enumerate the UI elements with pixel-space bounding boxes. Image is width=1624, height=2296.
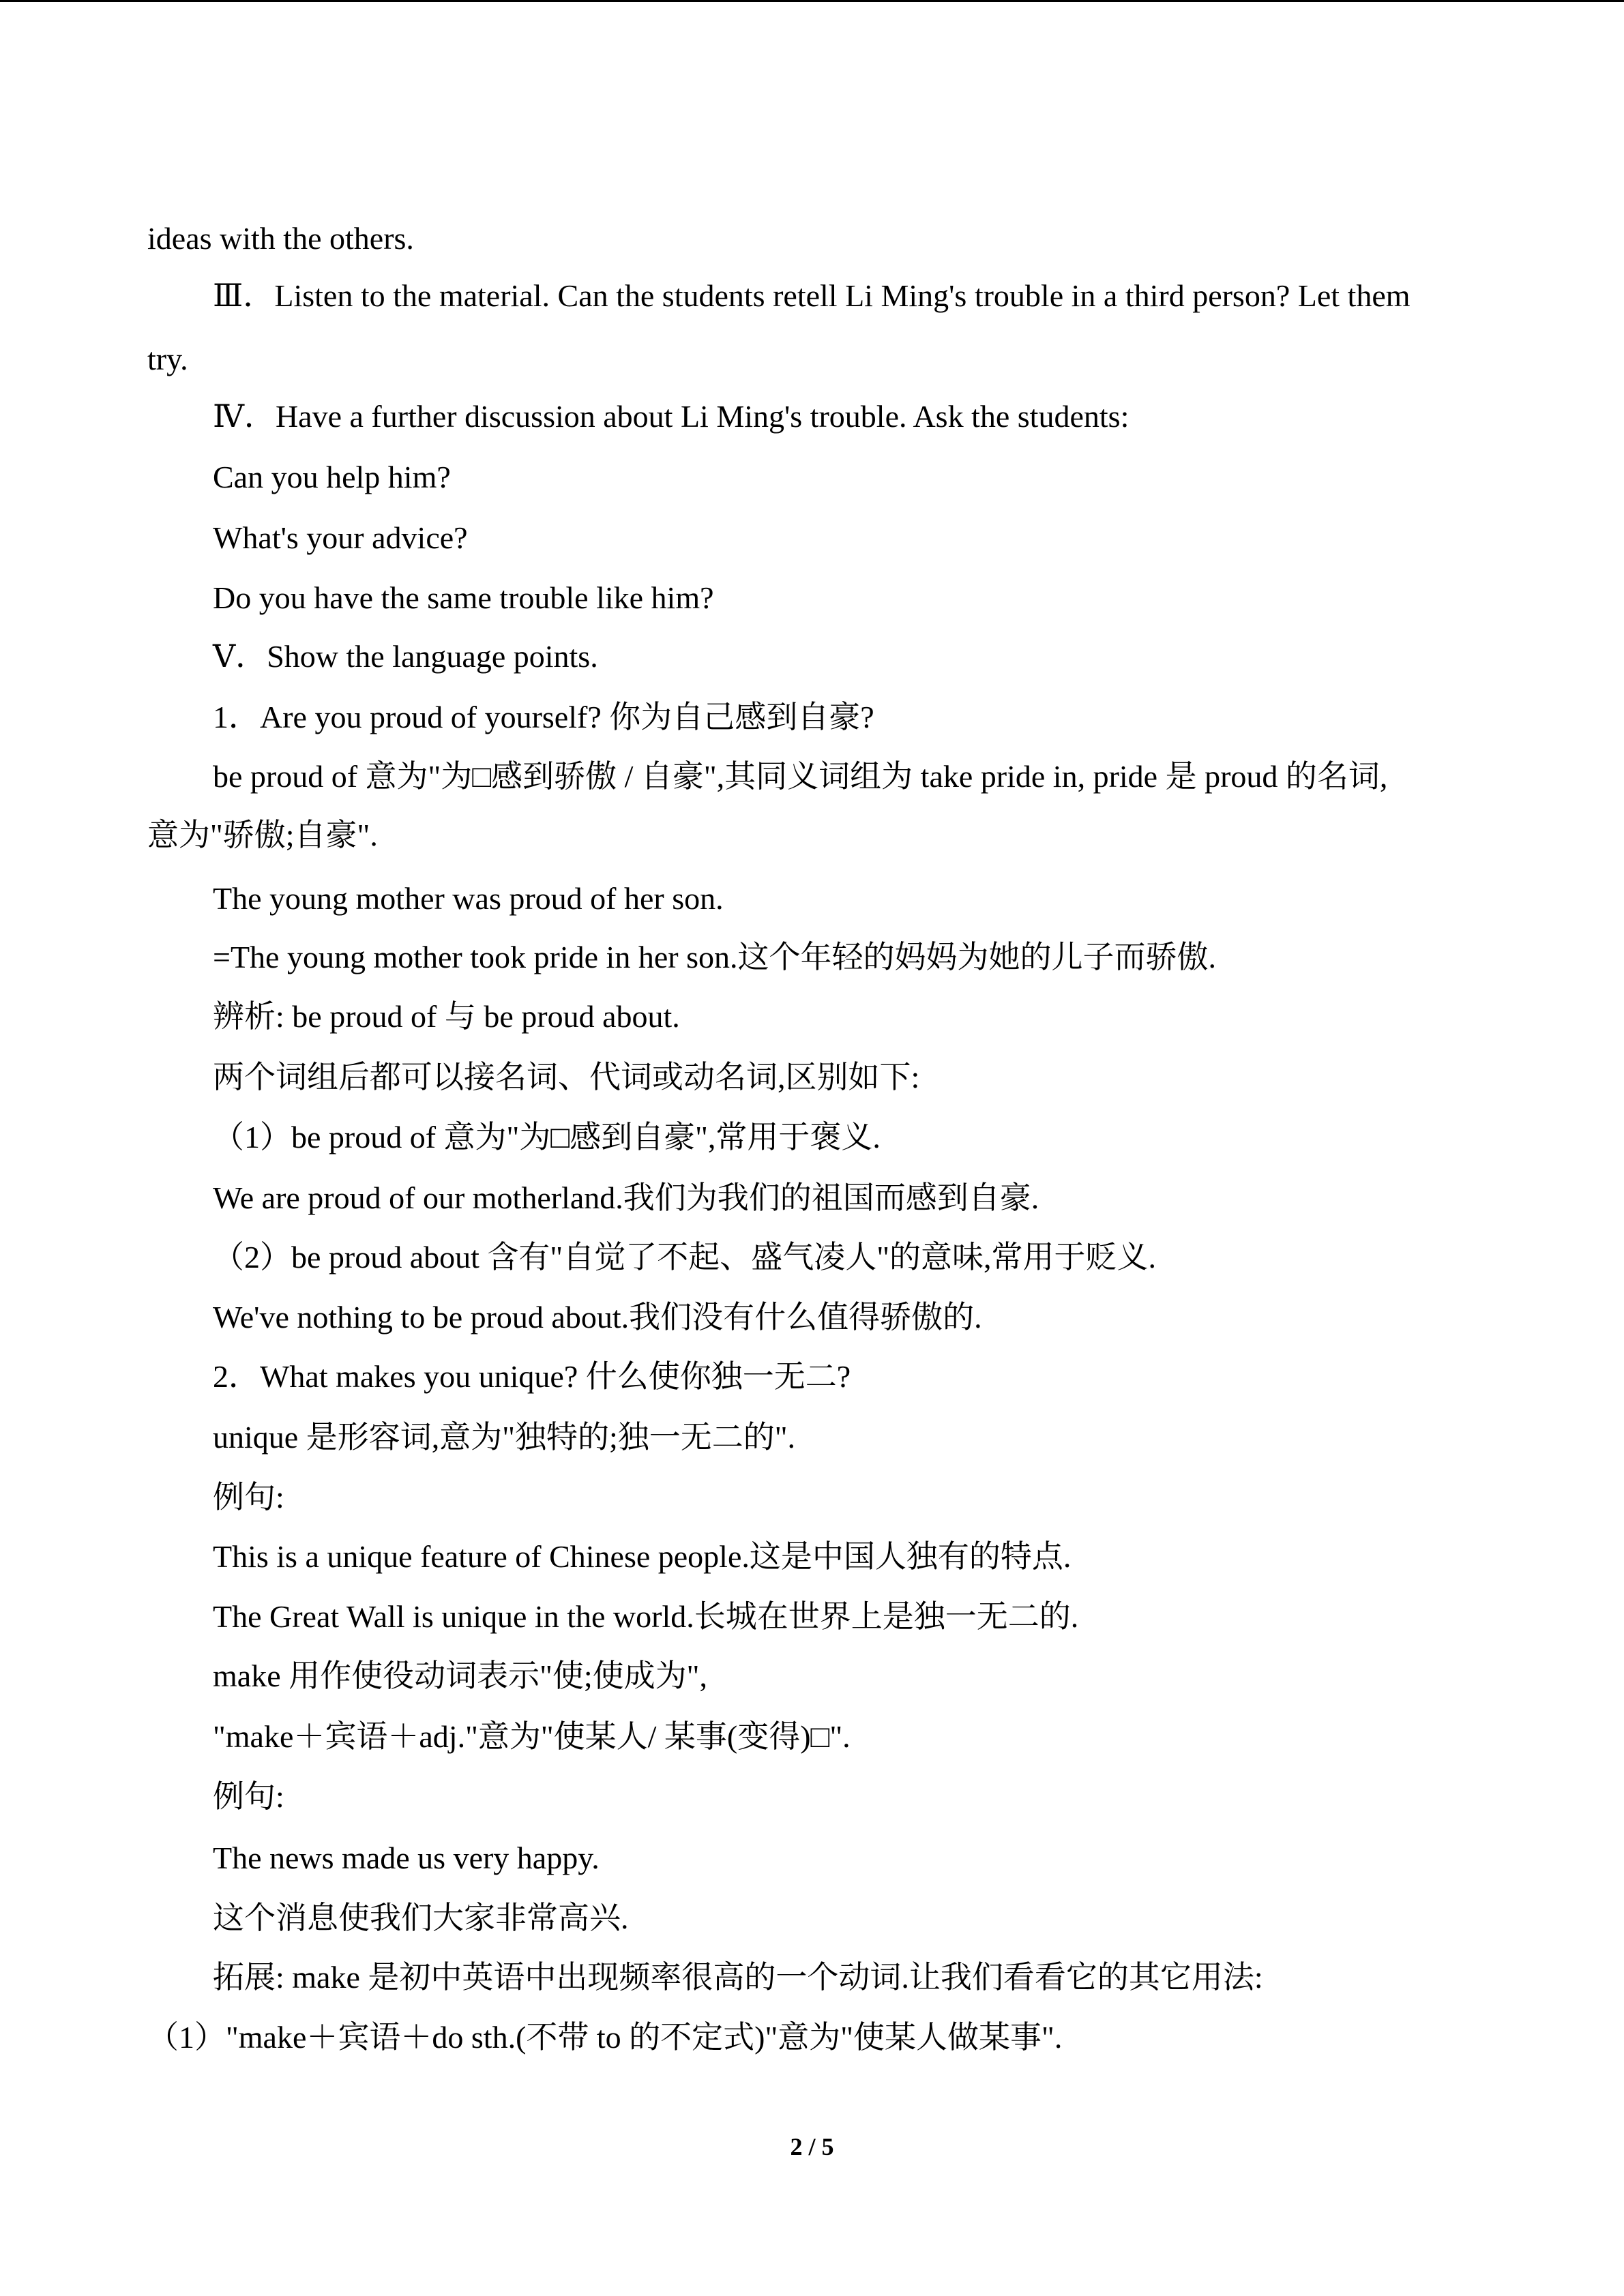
text-line: We've nothing to be proud about.我们没有什么值得骄傲的. [213, 1300, 982, 1335]
text-line: （1）be proud of 意为"为□感到自豪",常用于褒义. [213, 1120, 881, 1154]
text-line: unique 是形容词,意为"独特的;独一无二的". [213, 1420, 796, 1455]
text-line: 例句: [213, 1480, 284, 1515]
text-line: "make＋宾语＋adj."意为"使某人/ 某事(变得)□". [213, 1719, 851, 1754]
text-line: We are proud of our motherland.我们为我们的祖国而感到自豪. [213, 1180, 1039, 1215]
text-line: Ⅲ．Listen to the material. Can the students retell Li Ming's trouble in a third person? Let them [213, 278, 1411, 313]
text-line: 拓展: make 是初中英语中出现频率很高的一个动词.让我们看看它的其它用法: [213, 1960, 1263, 1995]
text-line: The news made us very happy. [213, 1840, 600, 1875]
text-line: ideas with the others. [147, 221, 414, 256]
text-line: Do you have the same trouble like him? [213, 580, 714, 615]
text-line: The young mother was proud of her son. [213, 881, 724, 916]
text-line: be proud of 意为"为□感到骄傲 / 自豪",其同义词组为 take pride in, pride 是 proud 的名词, [213, 759, 1388, 794]
text-line: 这个消息使我们大家非常高兴. [213, 1900, 629, 1935]
text-line: This is a unique feature of Chinese people.这是中国人独有的特点. [213, 1539, 1072, 1574]
text-line: 例句: [213, 1779, 284, 1814]
page-number: 2 / 5 [790, 2133, 834, 2160]
text-line: Ⅳ．Have a further discussion about Li Ming's trouble. Ask the students: [213, 399, 1130, 434]
text-line: 两个词组后都可以接名词、代词或动名词,区别如下: [213, 1060, 920, 1094]
text-line: try. [147, 342, 188, 376]
text-line: 1．Are you proud of yourself? 你为自己感到自豪? [213, 700, 874, 734]
text-line: 辨析: be proud of 与 be proud about. [213, 999, 680, 1034]
text-line: What's your advice? [213, 520, 468, 555]
text-line: =The young mother took pride in her son.这个年轻的妈妈为她的儿子而骄傲. [213, 940, 1216, 974]
text-line: 意为"骄傲;自豪". [147, 818, 378, 852]
text-line: 2．What makes you unique? 什么使你独一无二? [213, 1359, 851, 1394]
text-line: The Great Wall is unique in the world.长城在世界上是独一无二的. [213, 1599, 1079, 1634]
text-line: Can you help him? [213, 460, 451, 494]
text-line: Ⅴ．Show the language points. [213, 639, 598, 674]
text-line: （2）be proud about 含有"自觉了不起、盛气凌人"的意味,常用于贬义. [213, 1240, 1156, 1274]
text-line: （1）"make＋宾语＋do sth.(不带 to 的不定式)"意为"使某人做某事". [147, 2020, 1063, 2055]
text-line: make 用作使役动词表示"使;使成为", [213, 1658, 707, 1693]
